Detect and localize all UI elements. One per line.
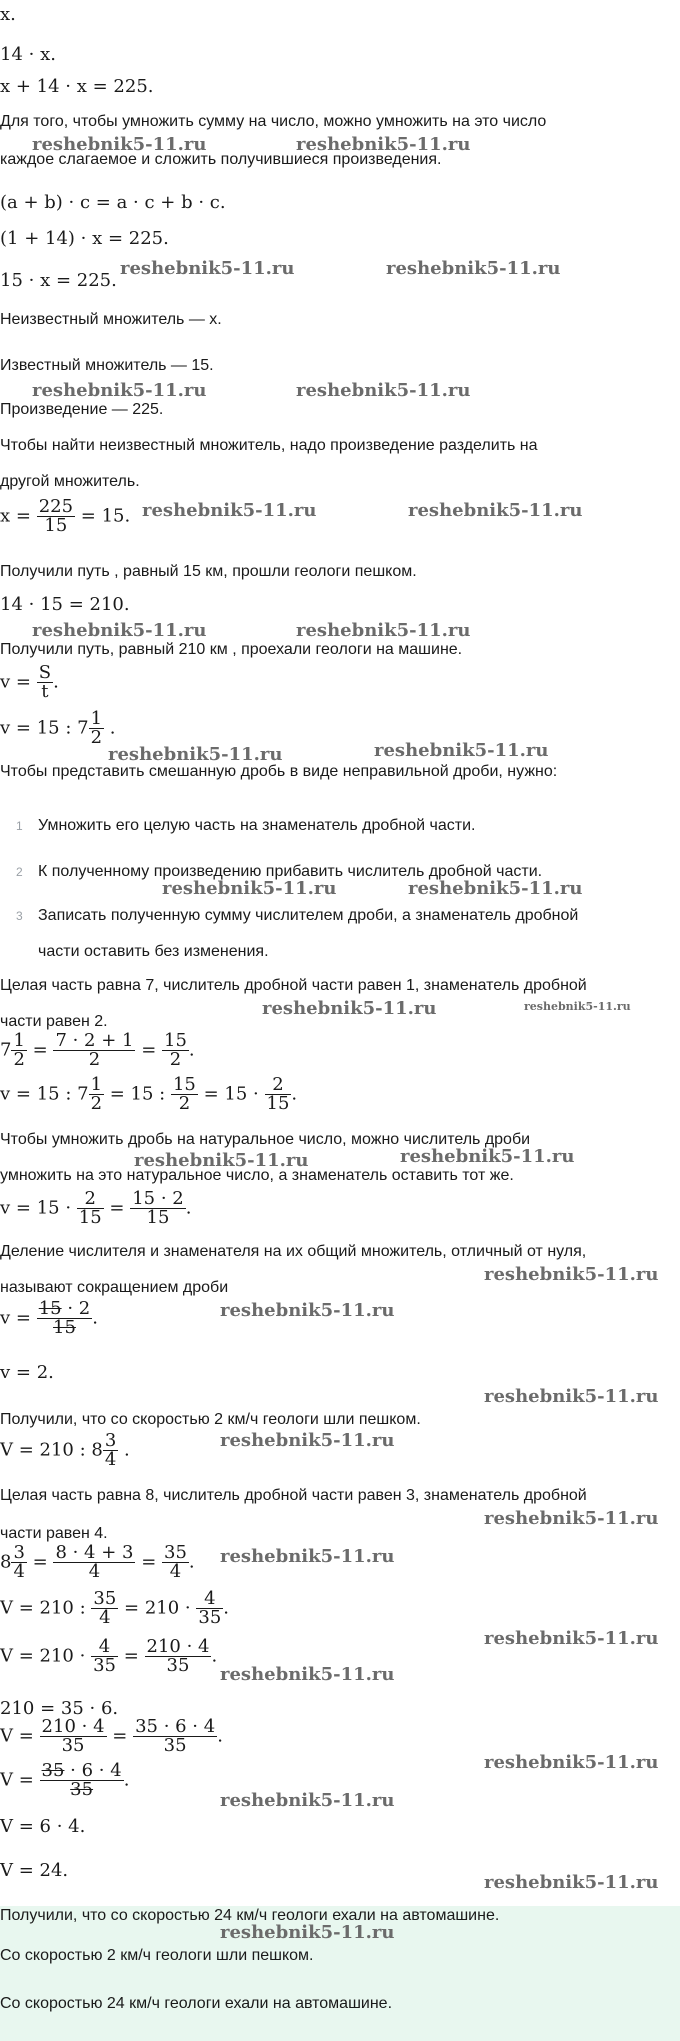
math-text: v = bbox=[0, 671, 31, 693]
denominator: 15 bbox=[37, 516, 75, 535]
math-fraction-line: v = $\frac{15 \cdot 2}{15}$ . bbox=[0, 1298, 98, 1338]
math-line: x. bbox=[0, 4, 16, 25]
numerator: 2 bbox=[84, 1188, 96, 1209]
watermark: reshebnik5-11.ru bbox=[484, 1386, 659, 1407]
list-text: К полученному произведению прибавить числитель дробной части. bbox=[38, 863, 543, 880]
math-text: . bbox=[53, 671, 59, 693]
watermark: reshebnik5-11.ru bbox=[484, 1872, 659, 1893]
math-text: V = 210 : 8 bbox=[0, 1439, 103, 1461]
denominator: 2 bbox=[53, 1050, 135, 1069]
watermark: reshebnik5-11.ru bbox=[142, 500, 317, 521]
numerator: 8 · 4 + 3 bbox=[55, 1542, 134, 1563]
watermark: reshebnik5-11.ru bbox=[524, 1000, 631, 1013]
list-number: 2 bbox=[16, 865, 23, 879]
math-fraction-line: 8 $\frac{3}{4}$ = $\frac{8 \cdot 4 + 3}{4}$ = $\frac{35}{4}$ . bbox=[0, 1542, 195, 1582]
fraction bbox=[196, 1590, 223, 1627]
math-text: = 15. bbox=[80, 505, 131, 527]
paragraph-line: умножить на это натуральное число, а знаменатель оставить тот же. bbox=[0, 1167, 514, 1184]
watermark: reshebnik5-11.ru bbox=[400, 1146, 575, 1167]
denominator: 2 bbox=[13, 1049, 25, 1070]
math-fraction-line: V = $\frac{210 \cdot 4}{35}$ = $\frac{35 \cdot 6 \cdot 4}{35}$ . bbox=[0, 1716, 223, 1756]
denominator: 35 bbox=[145, 1656, 212, 1675]
math-text: = 15 : bbox=[109, 1083, 166, 1105]
math-line: (a + b) · c = a · c + b · c. bbox=[0, 192, 226, 213]
math-fraction-line: v = 15 : 7 $\frac{1}{2}$ = 15 : $\frac{15}{2}$ = 15 · $\frac{2}{15}$ . bbox=[0, 1074, 298, 1114]
paragraph-line: Чтобы умножить дробь на натуральное число, можно числитель дроби bbox=[0, 1131, 531, 1148]
watermark: reshebnik5-11.ru bbox=[32, 380, 207, 401]
denominator: 2 bbox=[90, 727, 103, 748]
numerator: 1 bbox=[90, 708, 103, 729]
paragraph-line: Известный множитель — 15. bbox=[0, 357, 214, 374]
denominator: 4 bbox=[13, 1561, 25, 1582]
numerator bbox=[37, 1300, 93, 1318]
math-line: V = 24. bbox=[0, 1860, 69, 1881]
denominator: 35 bbox=[198, 1607, 222, 1628]
paragraph-line: Чтобы представить смешанную дробь в виде неправильной дроби, нужно: bbox=[0, 763, 558, 780]
fraction bbox=[162, 1032, 189, 1069]
fraction bbox=[53, 1544, 135, 1581]
paragraph-line: Деление числителя и знаменателя на их общий множитель, отличный от нуля, bbox=[0, 1243, 587, 1260]
paragraph-line: Произведение — 225. bbox=[0, 401, 164, 418]
denominator: 15 bbox=[266, 1093, 290, 1114]
denominator: 2 bbox=[90, 1093, 103, 1114]
numerator: 225 bbox=[38, 496, 74, 517]
numerator: 15 · 2 bbox=[132, 1188, 184, 1209]
numerator: 210 · 4 bbox=[41, 1716, 105, 1737]
math-text: 8 bbox=[0, 1551, 12, 1573]
denominator: 35 bbox=[133, 1736, 217, 1755]
paragraph-line: Получили путь , равный 15 км, прошли геологи пешком. bbox=[0, 563, 417, 580]
fraction bbox=[37, 498, 75, 535]
watermark: reshebnik5-11.ru bbox=[374, 740, 549, 761]
list-item bbox=[16, 906, 578, 925]
fraction bbox=[53, 1032, 135, 1069]
list-number: 3 bbox=[16, 909, 23, 923]
cancelled-factor: 35 bbox=[41, 1760, 65, 1781]
denominator: 2 bbox=[171, 1094, 198, 1113]
math-text: v = 15 · bbox=[0, 1197, 72, 1219]
watermark: reshebnik5-11.ru bbox=[220, 1546, 395, 1567]
denominator: 4 bbox=[162, 1562, 189, 1581]
math-text: v = bbox=[0, 1307, 31, 1329]
watermark: reshebnik5-11.ru bbox=[108, 744, 283, 765]
numerator bbox=[40, 1762, 124, 1780]
paragraph-line: части равен 2. bbox=[0, 1013, 108, 1030]
fraction bbox=[130, 1190, 186, 1227]
math-fraction-line bbox=[0, 498, 130, 535]
math-text: V = bbox=[0, 1725, 34, 1747]
math-text: = 15 · bbox=[203, 1083, 259, 1105]
math-text: = 210 · bbox=[124, 1597, 191, 1619]
denominator: 4 bbox=[104, 1449, 117, 1470]
math-line: V = 6 · 4. bbox=[0, 1816, 86, 1837]
denominator: 35 bbox=[40, 1780, 124, 1799]
math-line: 210 = 35 · 6. bbox=[0, 1698, 119, 1719]
math-text: x = bbox=[0, 505, 31, 527]
watermark: reshebnik5-11.ru bbox=[220, 1922, 395, 1943]
fraction bbox=[133, 1718, 217, 1755]
fraction bbox=[89, 1076, 104, 1113]
numerator: 3 bbox=[13, 1542, 25, 1563]
denominator: t bbox=[37, 682, 53, 701]
paragraph-line: Получили, что со скоростью 2 км/ч геологи шли пешком. bbox=[0, 1411, 421, 1428]
watermark: reshebnik5-11.ru bbox=[484, 1264, 659, 1285]
watermark: reshebnik5-11.ru bbox=[220, 1664, 395, 1685]
numerator: 4 bbox=[98, 1636, 111, 1657]
denominator: 4 bbox=[91, 1608, 118, 1627]
list-number: 1 bbox=[16, 819, 23, 833]
fraction bbox=[89, 710, 104, 747]
fraction bbox=[40, 1718, 107, 1755]
numerator: 3 bbox=[104, 1430, 117, 1451]
numerator: 1 bbox=[90, 1074, 103, 1095]
watermark: reshebnik5-11.ru bbox=[484, 1508, 659, 1529]
paragraph-line: Неизвестный множитель — x. bbox=[0, 311, 222, 328]
fraction bbox=[37, 1300, 93, 1337]
math-fraction-line: V = 210 : 8 $\frac{3}{4}$ . bbox=[0, 1430, 130, 1470]
watermark: reshebnik5-11.ru bbox=[220, 1430, 395, 1451]
paragraph-line: Для того, чтобы умножить сумму на число, можно умножить на это число bbox=[0, 113, 547, 130]
paragraph-line: другой множитель. bbox=[0, 473, 140, 490]
math-line: 14 · 15 = 210. bbox=[0, 594, 130, 615]
paragraph-line: Получили, что со скоростью 24 км/ч геологи ехали на автомашине. bbox=[0, 1907, 500, 1924]
watermark: reshebnik5-11.ru bbox=[484, 1752, 659, 1773]
paragraph-line: Целая часть равна 8, числитель дробной части равен 3, знаменатель дробной bbox=[0, 1487, 587, 1504]
watermark: reshebnik5-11.ru bbox=[408, 878, 583, 899]
factor: · 2 bbox=[61, 1298, 91, 1319]
numerator: 35 bbox=[164, 1542, 187, 1563]
math-text: V = 210 · bbox=[0, 1645, 86, 1667]
denominator: 2 bbox=[162, 1050, 189, 1069]
fraction bbox=[91, 1638, 118, 1675]
math-line: v = 2. bbox=[0, 1362, 54, 1383]
paragraph-line: каждое слагаемое и сложить получившиеся произведения. bbox=[0, 151, 442, 168]
denominator: 35 bbox=[93, 1655, 116, 1676]
list-text: Умножить его целую часть на знаменатель дробной части. bbox=[38, 817, 476, 834]
watermark: reshebnik5-11.ru bbox=[484, 1628, 659, 1649]
cancelled-factor: 15 bbox=[38, 1298, 62, 1319]
numerator: 15 bbox=[164, 1030, 187, 1051]
answer-line: Со скоростью 24 км/ч геологи ехали на автомашине. bbox=[0, 1995, 393, 2012]
fraction bbox=[145, 1638, 212, 1675]
watermark: reshebnik5-11.ru bbox=[408, 500, 583, 521]
list-item-continuation: части оставить без изменения. bbox=[38, 943, 269, 960]
paragraph-line: Чтобы найти неизвестный множитель, надо произведение разделить на bbox=[0, 437, 538, 454]
fraction bbox=[91, 1590, 118, 1627]
paragraph-line: Получили путь, равный 210 км , проехали геологи на машине. bbox=[0, 641, 463, 658]
watermark: reshebnik5-11.ru bbox=[32, 620, 207, 641]
watermark: reshebnik5-11.ru bbox=[296, 620, 471, 641]
paragraph-line: называют сокращением дроби bbox=[0, 1279, 229, 1296]
math-line: x + 14 · x = 225. bbox=[0, 76, 154, 97]
fraction bbox=[103, 1432, 118, 1469]
math-text: 7 bbox=[0, 1039, 12, 1061]
fraction bbox=[162, 1544, 189, 1581]
denominator: 15 bbox=[78, 1207, 102, 1228]
fraction bbox=[11, 1544, 26, 1581]
watermark: reshebnik5-11.ru bbox=[32, 134, 207, 155]
fraction bbox=[265, 1076, 292, 1113]
numerator: 2 bbox=[272, 1074, 284, 1095]
watermark: reshebnik5-11.ru bbox=[262, 998, 437, 1019]
paragraph-line: части равен 4. bbox=[0, 1525, 108, 1542]
math-fraction-line: V = 210 · $\frac{4}{35}$ = $\frac{210 \cdot 4}{35}$ . bbox=[0, 1636, 218, 1676]
numerator: 35 bbox=[93, 1588, 117, 1609]
fraction bbox=[11, 1032, 26, 1069]
watermark: reshebnik5-11.ru bbox=[120, 258, 295, 279]
list-item bbox=[16, 816, 475, 835]
numerator: 7 · 2 + 1 bbox=[55, 1030, 134, 1051]
numerator: 210 · 4 bbox=[146, 1636, 210, 1657]
numerator: S bbox=[38, 662, 52, 683]
math-line: (1 + 14) · x = 225. bbox=[0, 228, 169, 249]
fraction bbox=[171, 1076, 198, 1113]
watermark: reshebnik5-11.ru bbox=[162, 878, 337, 899]
paragraph-line: Целая часть равна 7, числитель дробной части равен 1, знаменатель дробной bbox=[0, 977, 587, 994]
fraction bbox=[77, 1190, 104, 1227]
watermark: reshebnik5-11.ru bbox=[296, 380, 471, 401]
math-fraction-line bbox=[0, 710, 115, 747]
denominator: 4 bbox=[53, 1562, 135, 1581]
math-line: 14 · x. bbox=[0, 44, 56, 65]
math-text: V = bbox=[0, 1769, 34, 1791]
denominator: 15 bbox=[37, 1318, 93, 1337]
math-fraction-line: V = 210 : $\frac{35}{4}$ = 210 · $\frac{4}{35}$ . bbox=[0, 1588, 230, 1628]
numerator: 15 bbox=[172, 1074, 196, 1095]
watermark: reshebnik5-11.ru bbox=[220, 1790, 395, 1811]
factor: · 6 · 4 bbox=[64, 1760, 122, 1781]
math-fraction-line: V = $\frac{35 \cdot 6 \cdot 4}{35}$ . bbox=[0, 1760, 130, 1800]
math-text: v = 15 : 7 bbox=[0, 717, 89, 739]
list-text: Записать полученную сумму числителем дроби, а знаменатель дробной bbox=[38, 907, 579, 924]
denominator: 35 bbox=[40, 1736, 107, 1755]
watermark: reshebnik5-11.ru bbox=[296, 134, 471, 155]
math-text: v = 15 : 7 bbox=[0, 1083, 89, 1105]
answer-line: Со скоростью 2 км/ч геологи шли пешком. bbox=[0, 1947, 314, 1964]
watermark: reshebnik5-11.ru bbox=[386, 258, 561, 279]
math-text: . bbox=[109, 717, 116, 739]
fraction bbox=[40, 1762, 124, 1799]
numerator: 35 · 6 · 4 bbox=[135, 1716, 216, 1737]
numerator: 1 bbox=[13, 1030, 25, 1051]
math-text: V = 210 : bbox=[0, 1597, 86, 1619]
math-fraction-line: v = 15 · $\frac{2}{15}$ = $\frac{15 \cdot 2}{15}$ . bbox=[0, 1188, 192, 1228]
math-fraction-line: 7 $\frac{1}{2}$ = $\frac{7 \cdot 2 + 1}{2}$ = $\frac{15}{2}$ . bbox=[0, 1030, 195, 1070]
watermark: reshebnik5-11.ru bbox=[220, 1300, 395, 1321]
fraction bbox=[37, 664, 53, 701]
math-line: 15 · x = 225. bbox=[0, 270, 117, 291]
numerator: 4 bbox=[204, 1588, 216, 1609]
watermark: reshebnik5-11.ru bbox=[134, 1150, 309, 1171]
denominator: 15 bbox=[130, 1208, 186, 1227]
math-fraction-line bbox=[0, 664, 59, 701]
